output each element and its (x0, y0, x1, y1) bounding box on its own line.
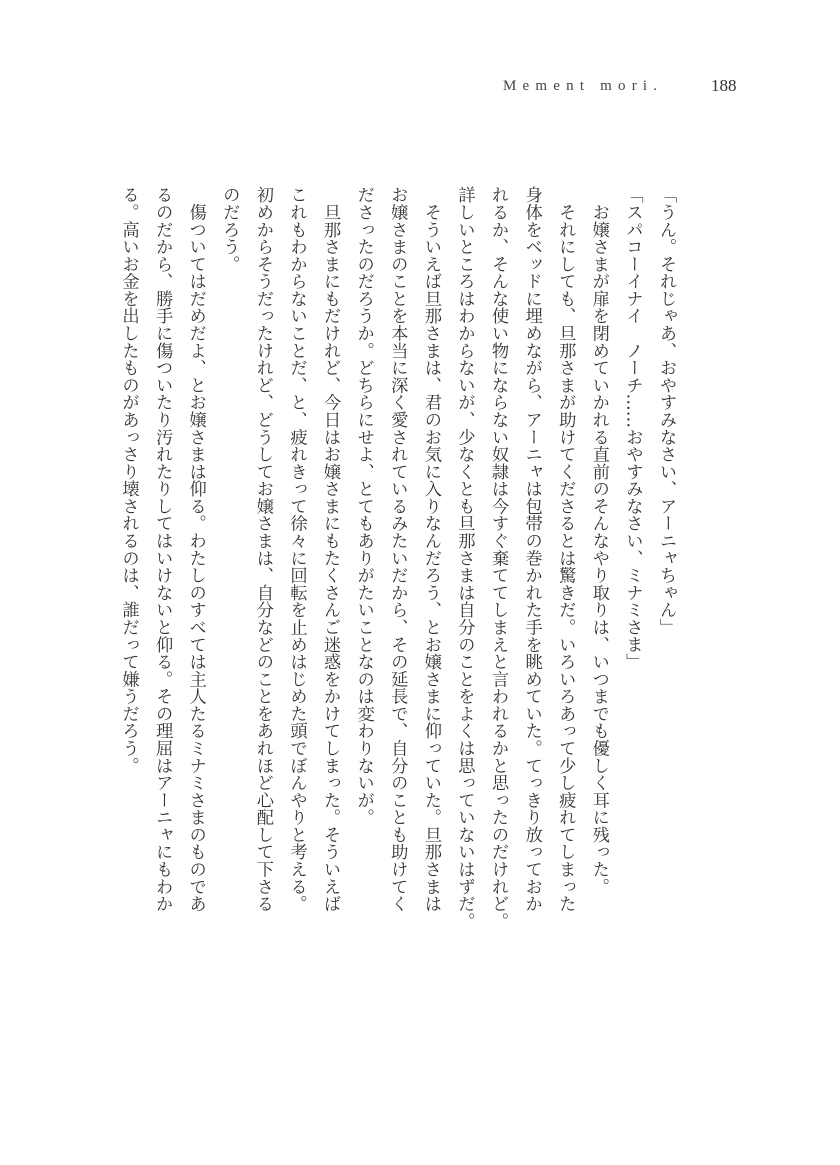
text-line: 旦那さまにもだけれど、今日はお嬢さまにもたくさんご迷惑をかけてしまった。そういえば (320, 186, 341, 913)
text-line: 詳しいところはわからないが、少なくとも旦那さまは自分のことをよくは思っていないはずだ。 (454, 186, 475, 930)
text-line: お嬢さまが扉を閉めていかれる直前のそんなやり取りは、いつまでも優しく耳に残った。 (588, 186, 609, 895)
text-line: ださったのだろうか。どちらにせよ、とてもありがたいことなのは変わりないが。 (353, 186, 374, 826)
page-number: 188 (711, 76, 737, 95)
text-line: 傷ついてはだめだよ、とお嬢さまは仰る。わたしのすべては主人たるミナミさまのものであ (185, 186, 206, 913)
text-line: これもわからないことだ、と、疲れきって徐々に回転を止めはじめた頭でぼんやりと考える。 (286, 186, 307, 913)
text-line: る。高いお金を出したものがあっさり壊されるのは、誰だって嫌うだろう。 (118, 186, 139, 774)
text-line: 「うん。それじゃあ、おやすみなさい、アーニャちゃん」 (656, 186, 676, 636)
vertical-body-text (108, 186, 682, 930)
running-title: Mement mori. (503, 78, 664, 94)
text-line: 「スパコーイナイ ノーチ……おやすみなさい、ミナミさま」 (622, 186, 643, 671)
text-line: のだろう。 (219, 186, 240, 273)
text-line: そういえば旦那さまは、君のお気に入りなんだろう、とお嬢さまに仰っていた。旦那さまは (420, 186, 441, 913)
text-line: お嬢さまのことを本当に深く愛されているみたいだから、その延長で、自分のことも助けてく (387, 186, 408, 913)
text-line: それにしても、旦那さまが助けてくださるとは驚きだ。いろいろあって少し疲れてしまった (555, 186, 576, 913)
text-line: るのだから、勝手に傷ついたり汚れたりしてはいけないと仰る。その理屈はアーニャにもわか (152, 186, 173, 913)
text-line: 身体をベッドに埋めながら、アーニャは包帯の巻かれた手を眺めていた。てっきり放っておか (521, 186, 542, 913)
text-line: 初めからそうだったけれど、どうしてお嬢さまは、自分などのことをあれほど心配して下さる (252, 186, 273, 913)
text-line: れるか、そんな使い物にならない奴隷は今すぐ棄ててしまえと言われるかと思ったのだけれど。 (488, 186, 509, 930)
